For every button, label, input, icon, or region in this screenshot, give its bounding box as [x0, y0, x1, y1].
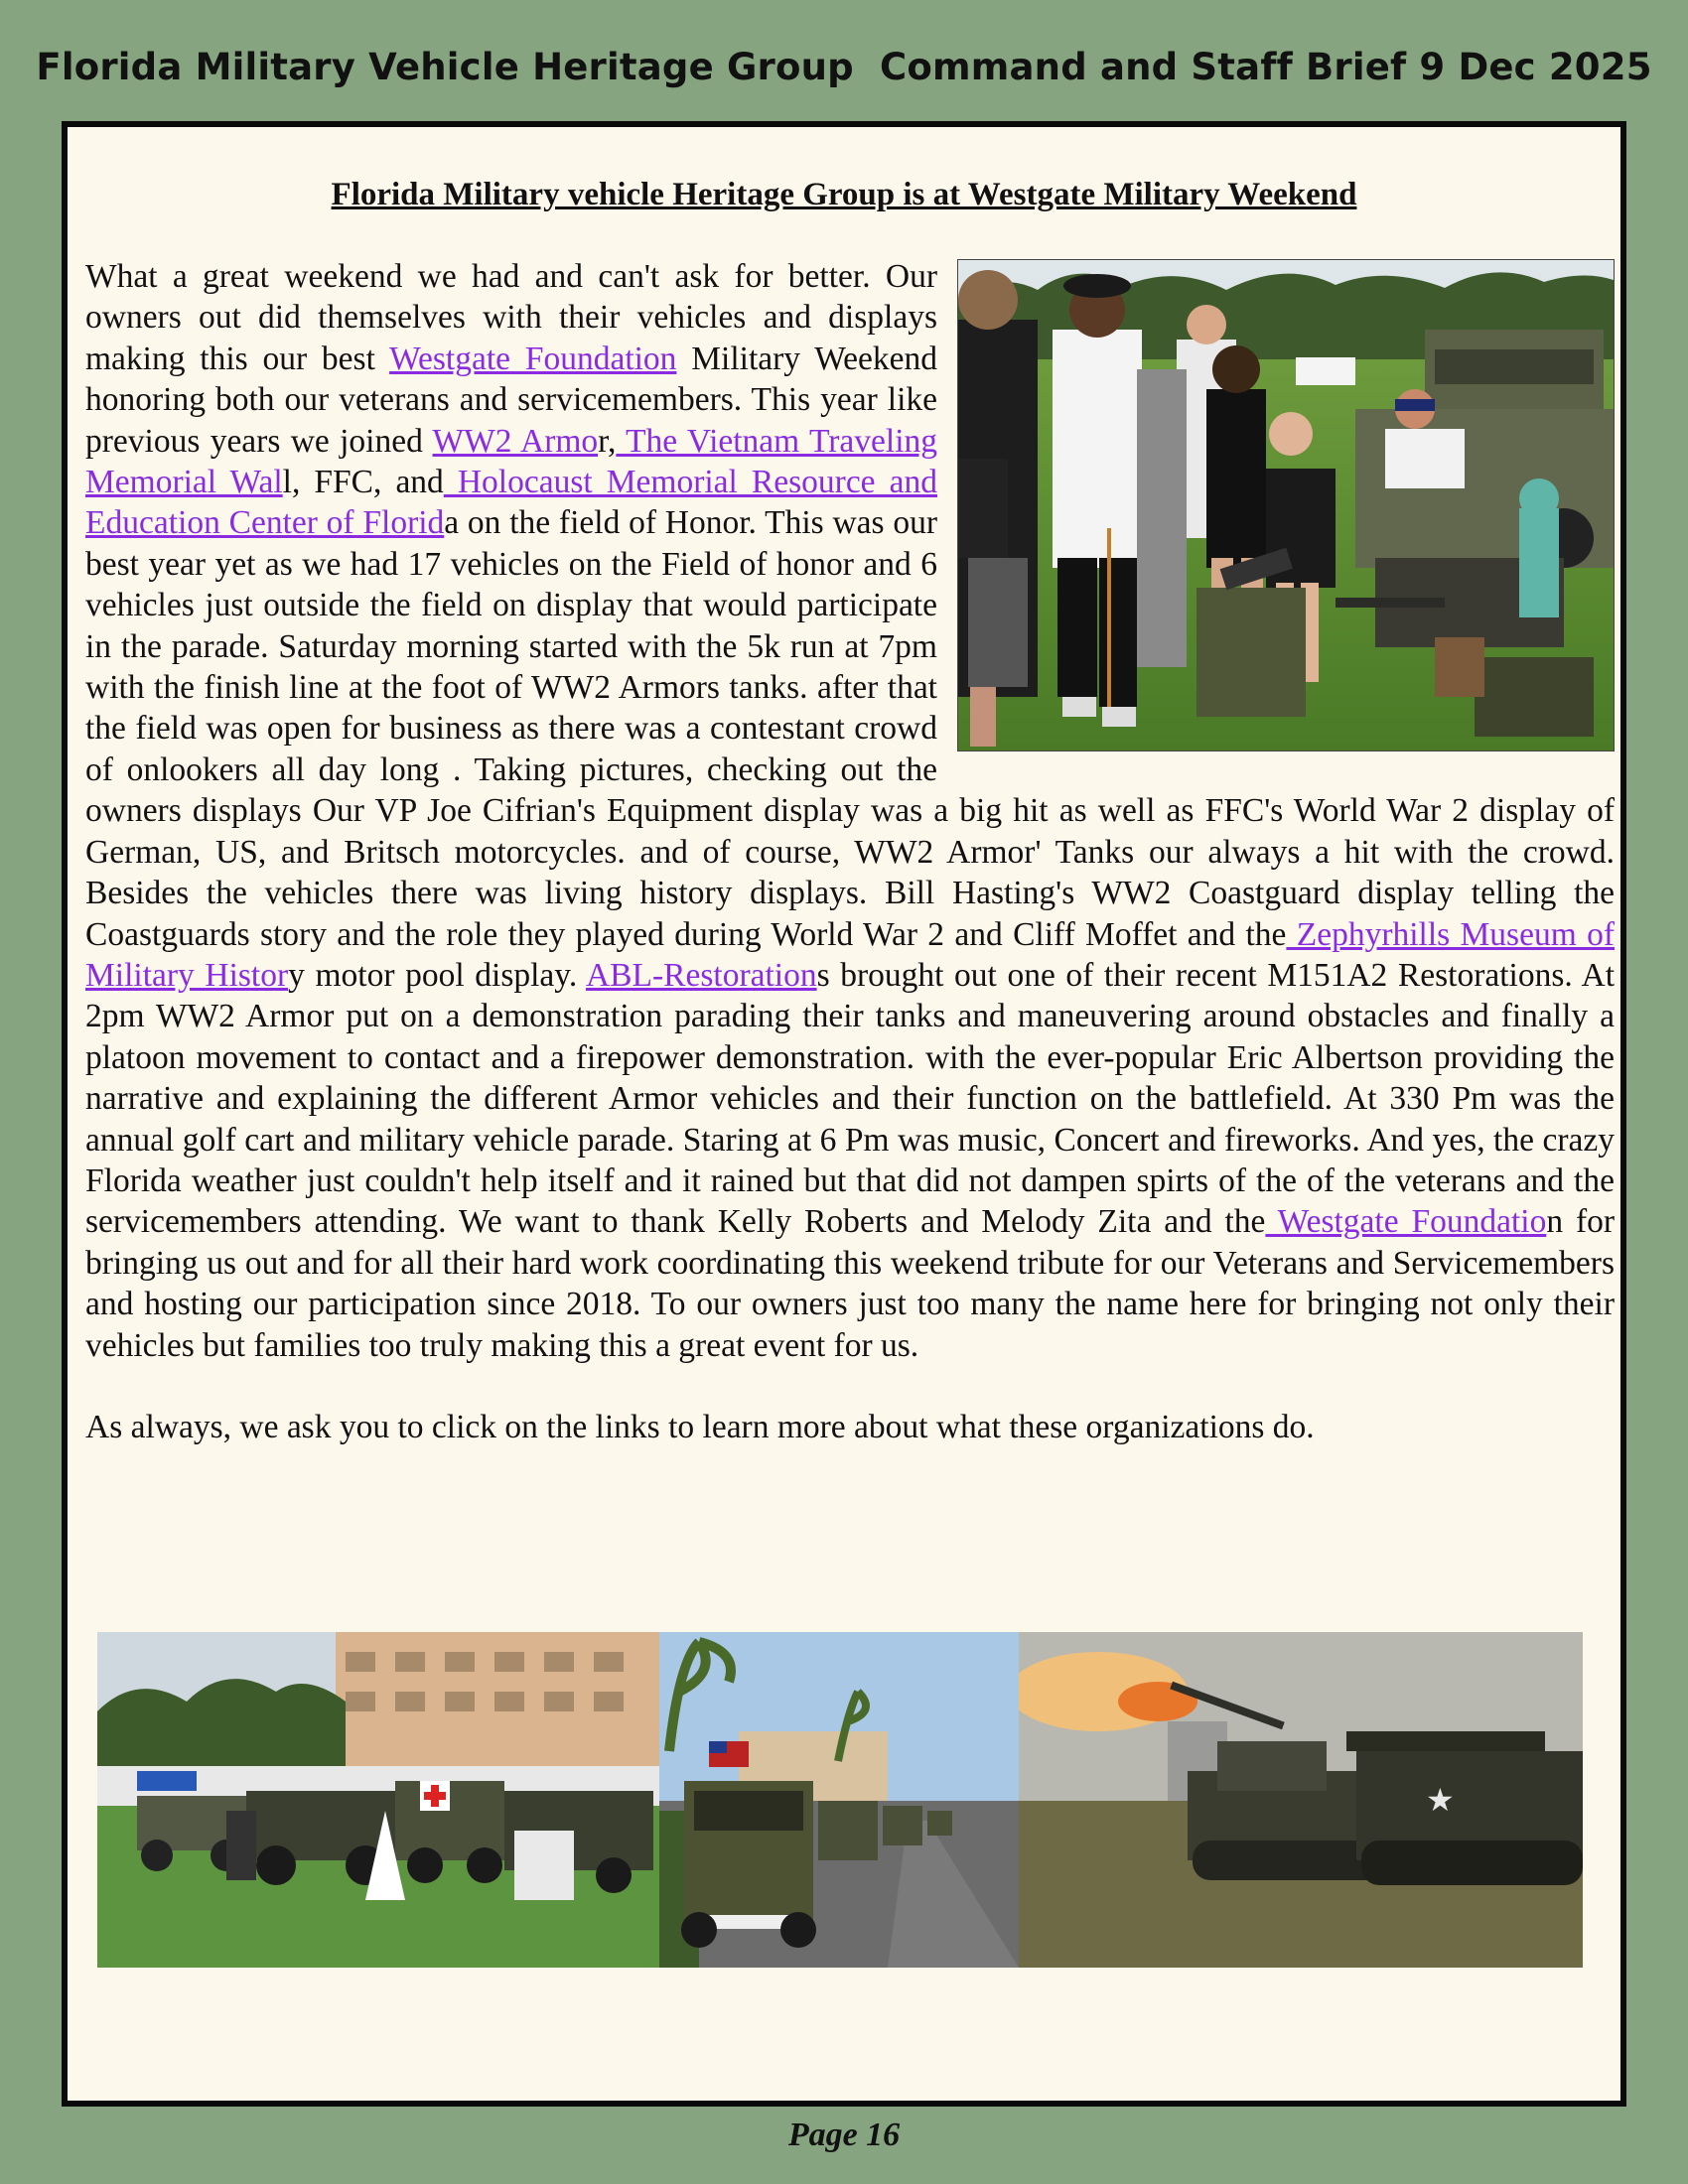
text-run: a on the field of Honor. This was our best year yet as we had 17 vehicles on the Field of honor and 6 vehicles just outside the field on display that would participate in the parade. Saturday morning started with the 5k run at 7pm with the finish line at the foot of WW2 Armors tanks. after that the field was open for business as there was a contestant crowd of onlookers all day long . Taking pictures, checking out the owners displays Our VP Joe Cifrian's Equipment display was a big hit as well as FFC's World War 2 display of German, US, and Britsch motorcycles. and of course, WW2 Armor' Tanks our always a hit with the crowd. Besides the vehicles there was living history displays. Bill Hasting's WW2 Coastguard display telling the Coastguards story and the role they played during World War 2 and Cliff Moffet and the	[85, 504, 1615, 953]
page-number: Page 16	[787, 2116, 901, 2153]
article-body	[85, 256, 1615, 1447]
link-ww2-armor[interactable]: WW2 Armo	[432, 422, 599, 460]
article-paragraph-2: As always, we ask you to click on the links to learn more about what these organizations do.	[85, 1408, 1315, 1445]
article-heading: Florida Military vehicle Heritage Group is at Westgate Military Weekend	[331, 177, 1357, 212]
photo-strip	[97, 1632, 1583, 1968]
text-run: r,	[598, 422, 617, 460]
text-run: l, FFC, and	[282, 464, 444, 501]
content-panel	[62, 121, 1626, 2107]
newsletter-header-title: Florida Military Vehicle Heritage Group Command and Staff Brief 9 Dec 2025	[36, 46, 1652, 88]
tank-star-marking: ★	[1426, 1781, 1455, 1819]
text-run: Military Weekend honoring both our veterans and servicemembers. This year like previous years we joined	[85, 340, 938, 460]
link-abl-restorations[interactable]: ABL-Restoration	[585, 956, 817, 994]
text-run: What a great weekend we had and can't ask for better. Our owners out did themselves with their vehicles and displays making this our best	[85, 258, 937, 377]
link-vietnam-traveling-memorial-wall[interactable]: The Vietnam Traveling Memorial Wal	[85, 422, 937, 501]
text-run: n for bringing us out and for all their hard work coordinating this weekend tribute for our Veterans and Servicemembers and hosting our participation since 2018. To our owners just too many the name here for bringing not only their vehicles but families too truly making this a great event for us.	[85, 1203, 1616, 1364]
event-photo-tank-firing	[1019, 1632, 1583, 1968]
link-zephyrhills-museum[interactable]: Zephyrhills Museum of Military Histor	[85, 915, 1615, 994]
event-photo-parade-road	[659, 1632, 1019, 1968]
event-photo-vehicle-row	[97, 1632, 659, 1968]
link-westgate-foundation[interactable]: Westgate Foundation	[389, 340, 677, 377]
text-run: y motor pool display.	[288, 956, 586, 994]
link-westgate-foundation-2[interactable]: Westgate Foundatio	[1265, 1203, 1547, 1241]
text-run: s brought out one of their recent M151A2 Restorations. At 2pm WW2 Armor put on a demonstration parading their tanks and maneuvering around obstacles and finally a platoon movement to contact and a firepower demonstration. with the ever-popular Eric Albertson providing the narrative and explaining the different Armor vehicles and their function on the battlefield. At 330 Pm was the annual golf cart and military vehicle parade. Staring at 6 Pm was music, Concert and fireworks. And yes, the crazy Florida weather just couldn't help itself and it rained but that did not dampen spirts of the of the veterans and the servicemembers attending. We want to thank Kelly Roberts and Melody Zita and the	[85, 956, 1615, 1241]
link-holocaust-memorial-center[interactable]: Holocaust Memorial Resource and Education Center of Florid	[85, 464, 937, 542]
event-photo-crowd	[957, 259, 1615, 751]
